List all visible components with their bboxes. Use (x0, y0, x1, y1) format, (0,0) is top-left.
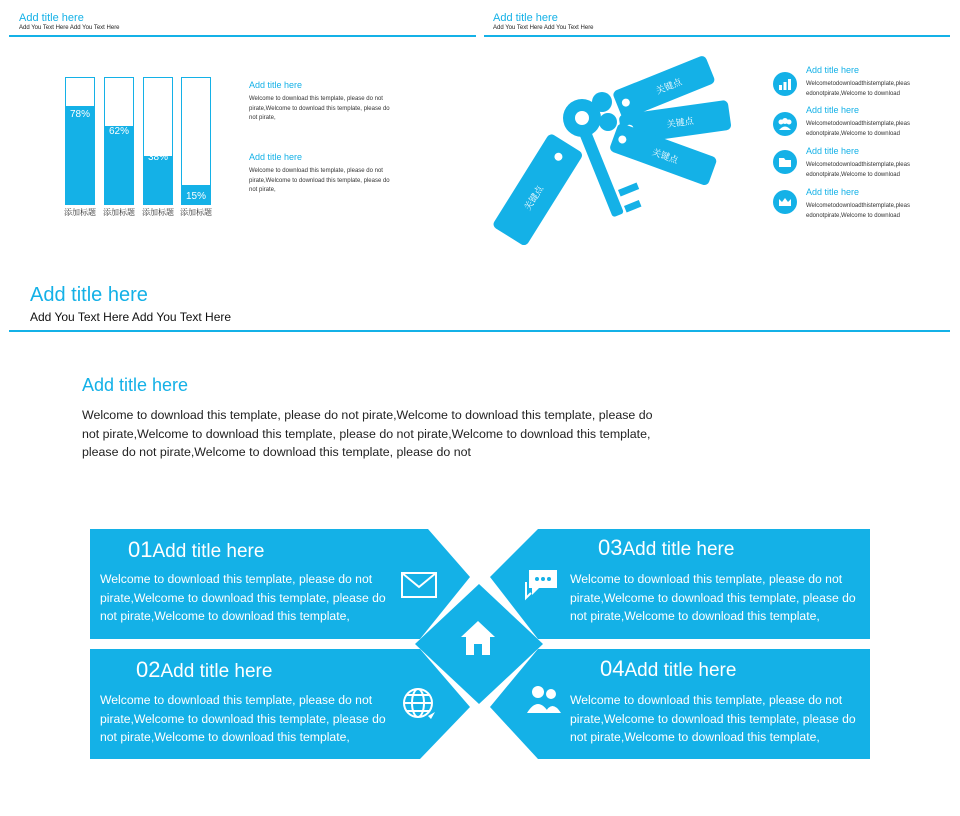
progress-bar-fill (66, 106, 94, 204)
panel-heading: Add title here (624, 660, 737, 681)
progress-bar-value: 38% (147, 152, 168, 163)
panel-01-text: Welcome to download this template, please do not pirate,Welcome to download this template, please do not pirate,Welcome to download this template, (100, 572, 386, 623)
folder-icon (773, 150, 797, 174)
top-left-title: Add title here (19, 12, 84, 24)
top-left-block-text: Welcome to download this template, please do not pirate,Welcome to download this template, please do not pirate, (249, 168, 390, 193)
panel-number: 01 (128, 537, 153, 562)
list-item-title: Add title here (806, 105, 860, 115)
main-divider (9, 330, 950, 332)
keys-illustration (490, 50, 740, 245)
progress-bar-value: 78% (69, 109, 90, 120)
list-item-title: Add title here (806, 65, 860, 75)
tag-label: 关键点 (666, 116, 695, 131)
bar-chart-icon (773, 72, 797, 96)
top-right-divider (484, 35, 950, 37)
home-icon (457, 617, 499, 659)
top-right-subtitle: Add You Text Here Add You Text Here (493, 25, 594, 31)
panel-number: 02 (136, 657, 161, 682)
panel-heading: Add title here (622, 539, 735, 560)
tag-label: 关键点 (654, 77, 684, 97)
list-item-text: Welcometodownloadthistemplate,pleas edonotpirate,Welcome to download (806, 121, 910, 137)
top-left-block-title: Add title here (249, 152, 303, 162)
progress-bar-value: 15% (185, 191, 206, 202)
bar-caption: 添加标题 (180, 208, 212, 217)
team-icon (773, 112, 797, 136)
bar-caption: 添加标题 (64, 208, 96, 217)
progress-bar-4 (181, 77, 211, 205)
list-item-text: Welcometodownloadthistemplate,pleas edonotpirate,Welcome to download (806, 162, 910, 178)
panel-01-title (128, 537, 264, 563)
panel-04-text: Welcome to download this template, please do not pirate,Welcome to download this template, please do not pirate,Welcome to download this template, (570, 693, 856, 744)
globe-icon (401, 686, 437, 722)
bar-caption: 添加标题 (142, 208, 174, 217)
list-item-title: Add title here (806, 146, 860, 156)
list-item-text: Welcometodownloadthistemplate,pleas edonotpirate,Welcome to download (806, 203, 910, 219)
section-text: Welcome to download this template, please do not pirate,Welcome to download this template, please do not pirate,Welcome to download this template, please do not pirate,Welcome to download this template, please do not pirate,Welcome to download this template, please do not (82, 408, 653, 459)
panel-02-text: Welcome to download this template, please do not pirate,Welcome to download this template, please do not pirate,Welcome to download this template, (100, 693, 386, 744)
tag-bottom-left (492, 133, 584, 245)
users-icon (525, 683, 563, 715)
bar-caption: 添加标题 (103, 208, 135, 217)
top-left-block-title: Add title here (249, 80, 303, 90)
panel-04-title (600, 656, 736, 682)
page-title: Add title here (30, 284, 148, 306)
top-left-block-text: Welcome to download this template, please do not pirate,Welcome to download this template, please do not pirate, (249, 96, 390, 121)
crown-icon (773, 190, 797, 214)
panel-02-title (136, 657, 272, 683)
progress-bar-value: 62% (108, 126, 129, 137)
top-left-subtitle: Add You Text Here Add You Text Here (19, 25, 120, 31)
progress-bar-1 (65, 77, 95, 205)
progress-bar-2 (104, 77, 134, 205)
panel-heading: Add title here (152, 541, 265, 562)
progress-bar-fill (144, 156, 172, 204)
progress-bar-fill (105, 126, 133, 204)
envelope-icon (401, 572, 437, 598)
list-item-text: Welcometodownloadthistemplate,pleas edonotpirate,Welcome to download (806, 81, 910, 97)
panel-03-title (598, 535, 734, 561)
chat-icon (525, 568, 561, 602)
panel-number: 03 (598, 535, 623, 560)
panel-heading: Add title here (160, 661, 273, 682)
tag-label: 关键点 (650, 147, 680, 167)
list-item-title: Add title here (806, 187, 860, 197)
top-right-title: Add title here (493, 12, 558, 24)
panel-number: 04 (600, 656, 625, 681)
section-title: Add title here (82, 375, 189, 395)
page-subtitle: Add You Text Here Add You Text Here (30, 310, 232, 324)
top-left-divider (9, 35, 476, 37)
tag-label: 关键点 (523, 184, 547, 213)
panel-03-text: Welcome to download this template, please do not pirate,Welcome to download this template, please do not pirate,Welcome to download this template, (570, 572, 856, 623)
progress-bar-3 (143, 77, 173, 205)
